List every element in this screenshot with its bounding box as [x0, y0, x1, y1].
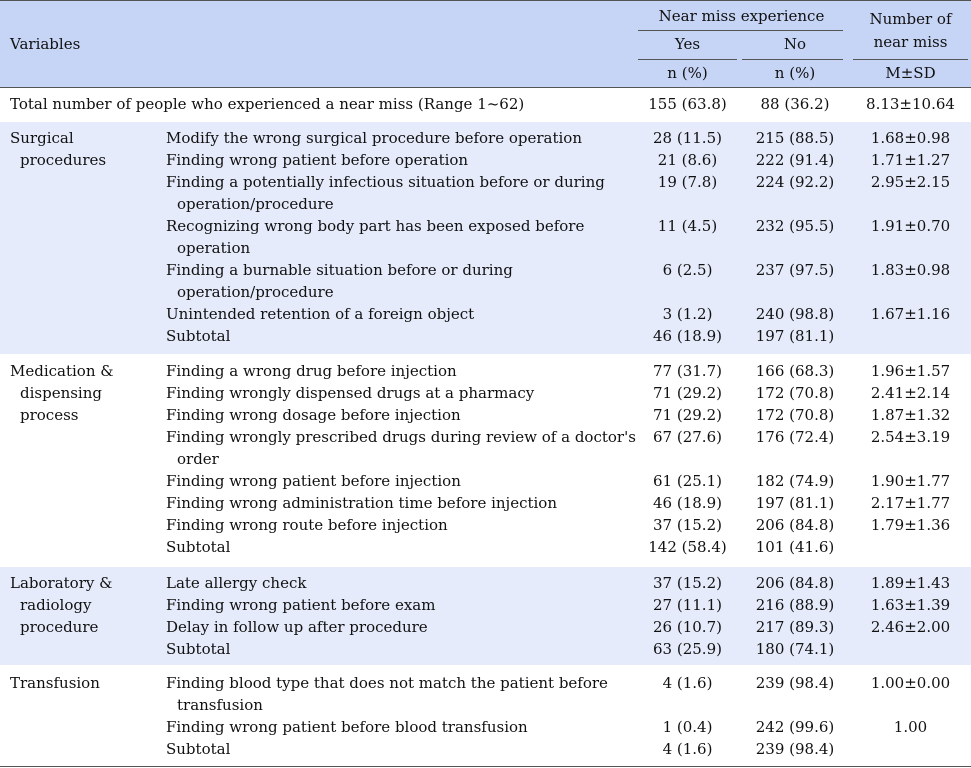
item-label: Finding wrong route before injection: [166, 516, 448, 534]
item-label: Finding a potentially infectious situation before or during: [166, 173, 605, 191]
msd-value: 1.63±1.39: [870, 596, 951, 614]
subtotal-label: Subtotal: [166, 640, 231, 658]
msd-value: 1.68±0.98: [870, 129, 951, 147]
header-msd: M±SD: [885, 64, 936, 82]
section-block: [0, 667, 971, 766]
item-label: Finding wrongly prescribed drugs during review of a doctor's: [166, 428, 636, 446]
no-value: 197 (81.1): [755, 494, 835, 512]
msd-value: 1.67±1.16: [870, 305, 951, 323]
category-label: Laboratory &: [10, 574, 113, 592]
item-label: Finding wrong dosage before injection: [166, 406, 461, 424]
msd-value: 1.87±1.32: [870, 406, 951, 424]
yes-value: 46 (18.9): [653, 494, 722, 512]
yes-value: 4 (1.6): [662, 740, 713, 758]
no-value: 242 (99.6): [755, 718, 835, 736]
yes-value: 142 (58.4): [648, 538, 727, 556]
category-label: radiology: [20, 596, 92, 614]
subtotal-label: Subtotal: [166, 740, 231, 758]
yes-value: 1 (0.4): [662, 718, 713, 736]
yes-value: 21 (8.6): [657, 151, 718, 169]
header-n-pct-no: n (%): [774, 64, 816, 82]
yes-value: 61 (25.1): [653, 472, 722, 490]
yes-value: 11 (4.5): [657, 217, 718, 235]
header-variables: Variables: [10, 35, 81, 53]
item-label: operation: [177, 239, 251, 257]
no-value: 206 (84.8): [755, 516, 835, 534]
no-value: 197 (81.1): [755, 327, 835, 345]
no-value: 172 (70.8): [755, 384, 835, 402]
no-value: 239 (98.4): [755, 740, 835, 758]
total-yes: 155 (63.8): [648, 95, 727, 113]
no-value: 216 (88.9): [755, 596, 835, 614]
header-number-of-line1: Number of: [869, 10, 952, 28]
no-value: 172 (70.8): [755, 406, 835, 424]
msd-value: 1.00±0.00: [870, 674, 951, 692]
no-value: 206 (84.8): [755, 574, 835, 592]
yes-value: 26 (10.7): [653, 618, 722, 636]
msd-value: 1.90±1.77: [870, 472, 951, 490]
msd-value: 1.00: [893, 718, 928, 736]
msd-value: 2.95±2.15: [870, 173, 951, 191]
category-label: procedure: [20, 618, 99, 636]
no-value: 240 (98.8): [755, 305, 835, 323]
msd-value: 1.96±1.57: [870, 362, 951, 380]
item-label: operation/procedure: [177, 195, 334, 213]
no-value: 180 (74.1): [755, 640, 835, 658]
item-label: Modify the wrong surgical procedure before operation: [166, 129, 583, 147]
yes-value: 77 (31.7): [653, 362, 722, 380]
table-header: [0, 0, 971, 88]
yes-value: 63 (25.9): [653, 640, 722, 658]
msd-value: 1.89±1.43: [870, 574, 951, 592]
item-label: operation/procedure: [177, 283, 334, 301]
item-label: Finding a burnable situation before or during: [166, 261, 513, 279]
msd-value: 2.17±1.77: [870, 494, 951, 512]
yes-value: 46 (18.9): [653, 327, 722, 345]
item-label: transfusion: [177, 696, 263, 714]
subtotal-label: Subtotal: [166, 327, 231, 345]
item-label: Finding a wrong drug before injection: [166, 362, 457, 380]
no-value: 215 (88.5): [755, 129, 835, 147]
item-label: Finding wrong patient before operation: [166, 151, 469, 169]
item-label: Finding wrong patient before exam: [166, 596, 436, 614]
msd-value: 2.54±3.19: [870, 428, 951, 446]
total-no: 88 (36.2): [760, 95, 830, 113]
category-label: Transfusion: [10, 674, 100, 692]
yes-value: 37 (15.2): [653, 574, 722, 592]
no-value: 182 (74.9): [755, 472, 835, 490]
header-rule-number: [853, 59, 968, 60]
no-value: 166 (68.3): [755, 362, 835, 380]
header-rule-yes: [638, 59, 737, 60]
no-value: 217 (89.3): [755, 618, 835, 636]
header-n-pct-yes: n (%): [667, 64, 708, 82]
no-value: 224 (92.2): [755, 173, 835, 191]
item-label: Finding wrongly dispensed drugs at a pharmacy: [166, 384, 535, 402]
no-value: 101 (41.6): [755, 538, 835, 556]
item-label: Finding blood type that does not match the patient before: [166, 674, 608, 692]
item-label: Finding wrong patient before injection: [166, 472, 461, 490]
msd-value: 1.91±0.70: [870, 217, 951, 235]
msd-value: 2.41±2.14: [870, 384, 951, 402]
yes-value: 67 (27.6): [653, 428, 722, 446]
yes-value: 28 (11.5): [653, 129, 722, 147]
section-block: [0, 355, 971, 565]
yes-value: 37 (15.2): [653, 516, 722, 534]
no-value: 239 (98.4): [755, 674, 835, 692]
msd-value: 2.46±2.00: [870, 618, 951, 636]
category-label: procedures: [20, 151, 107, 169]
yes-value: 6 (2.5): [662, 261, 713, 279]
msd-value: 1.71±1.27: [870, 151, 951, 169]
item-label: order: [177, 450, 219, 468]
header-number-of-line2: near miss: [873, 33, 948, 51]
item-label: Finding wrong administration time before injection: [166, 494, 557, 512]
item-label: Finding wrong patient before blood transfusion: [166, 718, 528, 736]
yes-value: 27 (11.1): [653, 596, 722, 614]
section-block: [0, 567, 971, 665]
category-label: Surgical: [10, 129, 74, 147]
item-label: Recognizing wrong body part has been exposed before: [166, 217, 585, 235]
no-value: 176 (72.4): [755, 428, 835, 446]
msd-value: 1.83±0.98: [870, 261, 951, 279]
yes-value: 4 (1.6): [662, 674, 713, 692]
section-block: [0, 122, 971, 354]
yes-value: 3 (1.2): [662, 305, 713, 323]
category-label: Medication &: [10, 362, 114, 380]
item-label: Unintended retention of a foreign object: [166, 305, 475, 323]
category-label: dispensing: [20, 384, 102, 402]
no-value: 222 (91.4): [755, 151, 835, 169]
subtotal-label: Subtotal: [166, 538, 231, 556]
category-label: process: [20, 406, 79, 424]
bottom-rule: [0, 766, 971, 767]
msd-value: 1.79±1.36: [870, 516, 951, 534]
no-value: 237 (97.5): [755, 261, 835, 279]
item-label: Delay in follow up after procedure: [166, 618, 428, 636]
no-value: 232 (95.5): [755, 217, 835, 235]
header-rule-no: [742, 59, 843, 60]
header-rule-near-miss: [638, 30, 843, 31]
yes-value: 71 (29.2): [653, 384, 722, 402]
header-near-miss-experience: Near miss experience: [658, 7, 825, 25]
yes-value: 19 (7.8): [657, 173, 718, 191]
header-no: No: [783, 35, 807, 53]
yes-value: 71 (29.2): [653, 406, 722, 424]
item-label: Late allergy check: [166, 574, 307, 592]
total-label: Total number of people who experienced a near miss (Range 1~62): [10, 95, 525, 113]
total-msd: 8.13±10.64: [866, 95, 955, 113]
total-row: [0, 91, 971, 121]
header-yes: Yes: [674, 35, 701, 53]
